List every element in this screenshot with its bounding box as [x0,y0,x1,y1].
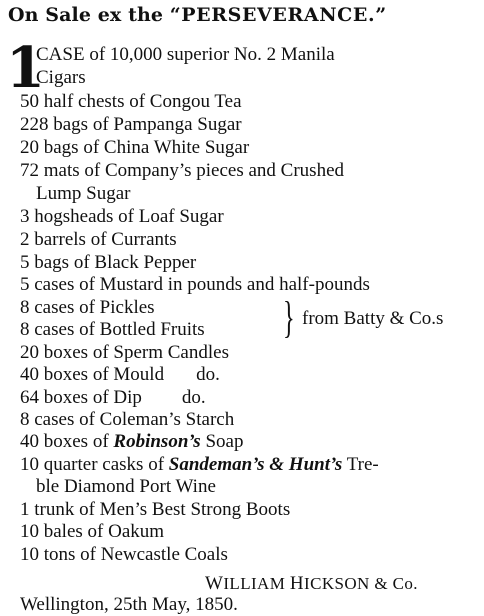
soap-suffix: Soap [200,431,244,452]
dip-text: 64 boxes of Dip [20,387,142,408]
port-prefix: 10 quarter casks of [20,454,169,475]
item-loaf-sugar: 3 hogsheads of Loaf Sugar [20,206,224,227]
mould-text: 40 boxes of Mould [20,364,165,385]
signature-w-rest: ILLIAM [223,574,290,593]
drop-cap-number: 1 [6,35,45,101]
dip-ditto: do. [181,387,206,408]
soap-prefix: 40 boxes of [20,431,114,452]
signature-w: W [205,573,224,594]
item-mould-candles [20,364,220,386]
item-dip-candles [20,387,206,409]
item-boots: 1 trunk of Men’s Best Strong Boots [20,499,291,520]
port-suffix: Tre- [342,454,379,475]
item-pickles: 8 cases of Pickles [20,297,155,318]
signature [205,573,418,595]
dateline: Wellington, 25th May, 1850. [20,594,238,615]
item-company-sugar-line1: 72 mats of Company’s pieces and Crushed [20,160,345,181]
batty-note: from Batty & Co.s [302,308,444,329]
item-port-wine-line1 [20,454,379,476]
item-china-white-sugar: 20 bags of China White Sugar [20,137,250,158]
item-currants: 2 barrels of Currants [20,229,177,250]
port-brand: Sandeman’s & Hunt’s [168,454,343,475]
item-coals: 10 tons of Newcastle Coals [20,544,228,565]
item-cigars-line1: CASE of 10,000 superior No. 2 Manila [36,44,335,65]
item-black-pepper: 5 bags of Black Pepper [20,252,197,273]
item-company-sugar-line2: Lump Sugar [36,183,131,204]
signature-h-rest: ICKSON & Co. [304,574,418,593]
soap-brand: Robinson’s [113,431,201,452]
item-pampanga-sugar: 228 bags of Pampanga Sugar [20,114,242,135]
item-mustard: 5 cases of Mustard in pounds and half-pounds [20,274,370,295]
item-bottled-fruits: 8 cases of Bottled Fruits [20,319,205,340]
item-tea: 50 half chests of Congou Tea [20,91,242,112]
headline-prefix: On Sale ex the [8,4,170,26]
headline [8,4,478,26]
item-oakum: 10 bales of Oakum [20,521,165,542]
item-colemans-starch: 8 cases of Coleman’s Starch [20,409,235,430]
item-cigars-line2: Cigars [36,67,86,88]
item-port-wine-line2: ble Diamond Port Wine [36,476,216,497]
ship-name: “PERSEVERANCE.” [169,4,387,26]
brace-icon: } [283,293,295,342]
mould-ditto: do. [196,364,220,385]
signature-h: H [289,573,305,594]
item-sperm-candles: 20 boxes of Sperm Candles [20,342,229,363]
item-robinsons-soap [20,431,243,453]
